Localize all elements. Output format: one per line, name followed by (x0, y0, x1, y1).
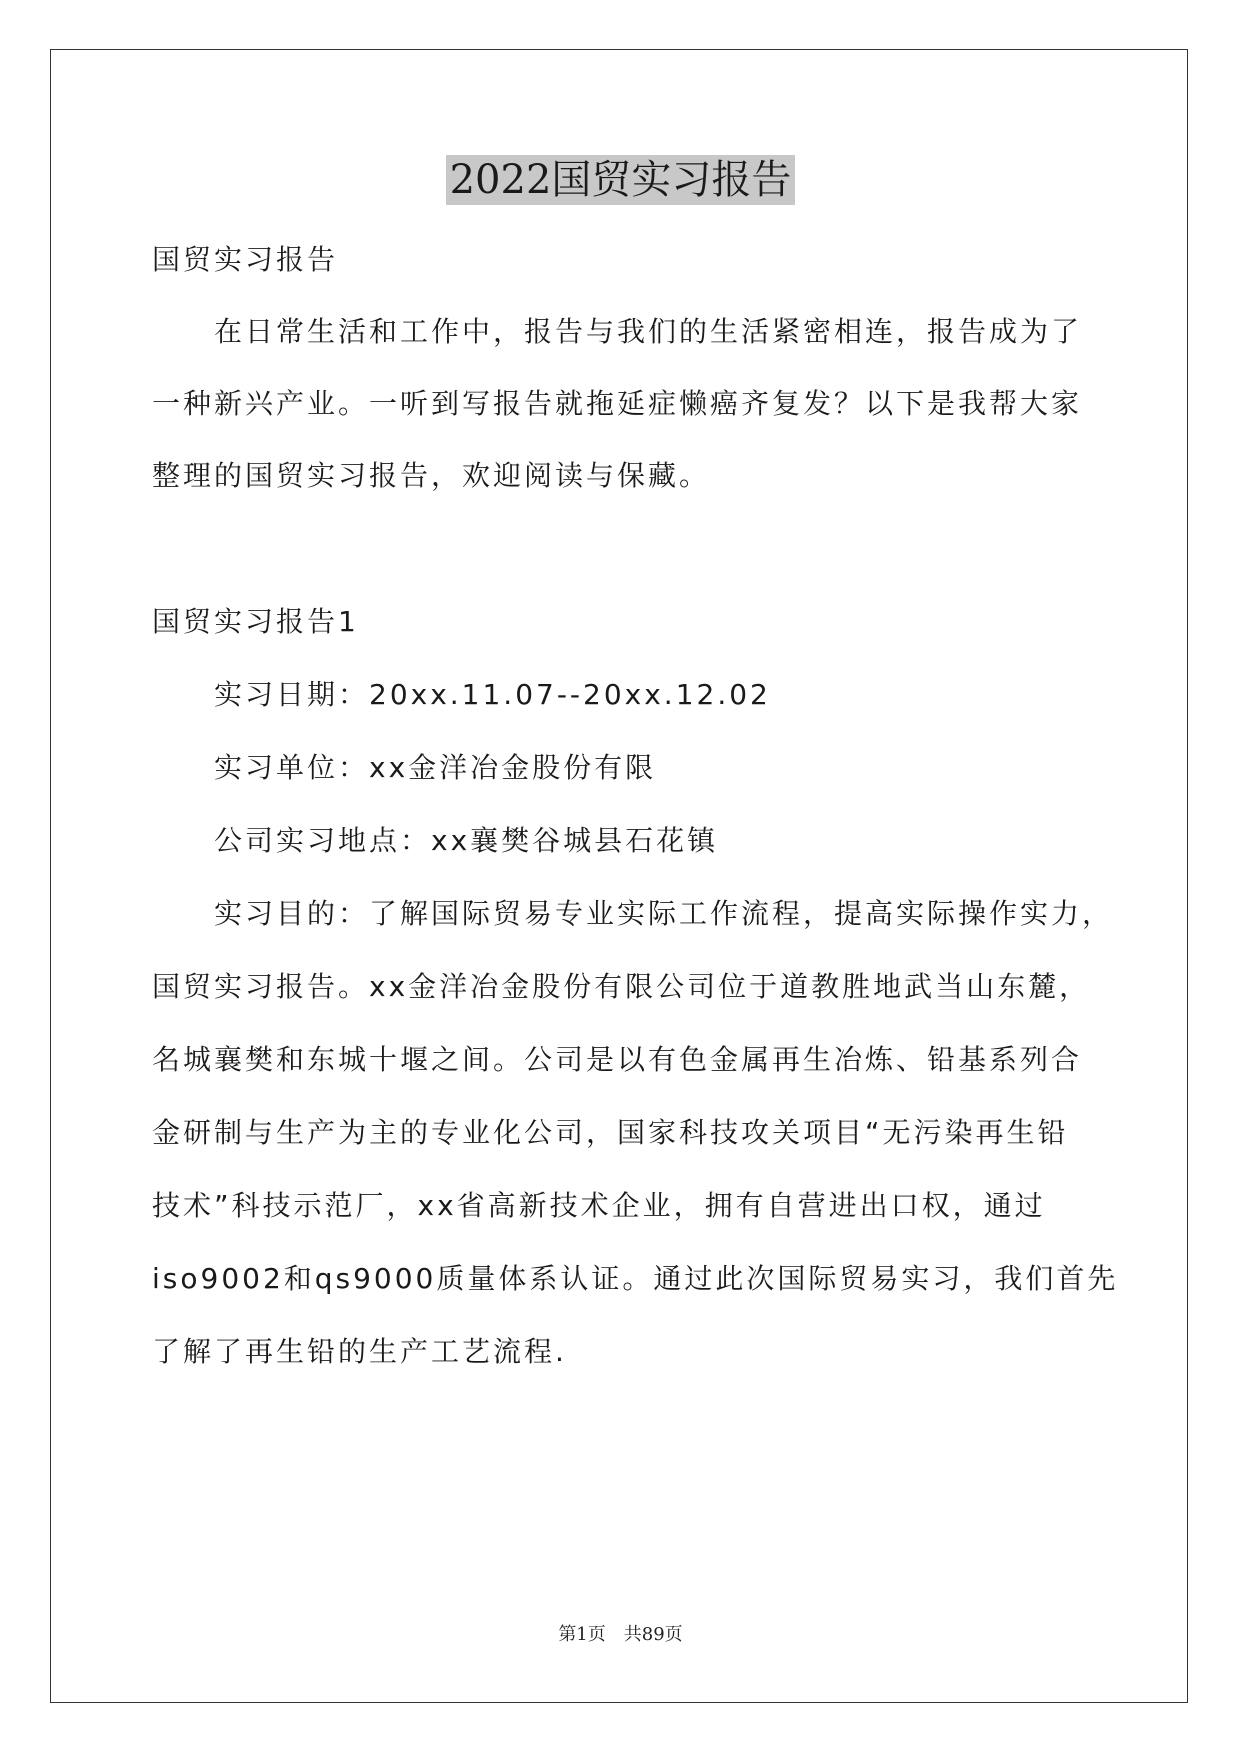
intro-line-3: 整理的国贸实习报告，欢迎阅读与保藏。 (152, 459, 711, 492)
info-line-date: 实习日期：20xx.11.07--20xx.12.02 (214, 678, 771, 711)
body-line-6: iso9002和qs9000质量体系认证。通过此次国际贸易实习，我们首先 (152, 1262, 1119, 1295)
body-line-7: 了解了再生铅的生产工艺流程. (152, 1335, 567, 1368)
page-number-footer: 第1页 共89页 (558, 1624, 683, 1645)
body-line-2: 国贸实习报告。xx金洋冶金股份有限公司位于道教胜地武当山东麓， (152, 970, 1091, 1003)
body-line-3: 名城襄樊和东城十堰之间。公司是以有色金属再生冶炼、铅基系列合 (152, 1043, 1083, 1076)
body-line-1: 实习目的：了解国际贸易专业实际工作流程，提高实际操作实力， (214, 897, 1114, 930)
document-title-text: 2022国贸实习报告 (446, 155, 796, 205)
page-border (50, 49, 1188, 1703)
document-title (0, 150, 1241, 210)
intro-line-1: 在日常生活和工作中，报告与我们的生活紧密相连，报告成为了 (214, 315, 1083, 348)
body-line-5: 技术”科技示范厂，xx省高新技术企业，拥有自营进出口权，通过 (152, 1189, 1046, 1222)
info-line-unit: 实习单位：xx金洋冶金股份有限 (214, 751, 657, 784)
info-line-location: 公司实习地点：xx襄樊谷城县石花镇 (214, 824, 719, 857)
intro-heading: 国贸实习报告 (152, 243, 339, 276)
body-line-4: 金研制与生产为主的专业化公司，国家科技攻关项目“无污染再生铅 (152, 1116, 1069, 1149)
section-heading: 国贸实习报告1 (152, 605, 359, 638)
intro-line-2: 一种新兴产业。一听到写报告就拖延症懒癌齐复发？以下是我帮大家 (152, 387, 1083, 420)
